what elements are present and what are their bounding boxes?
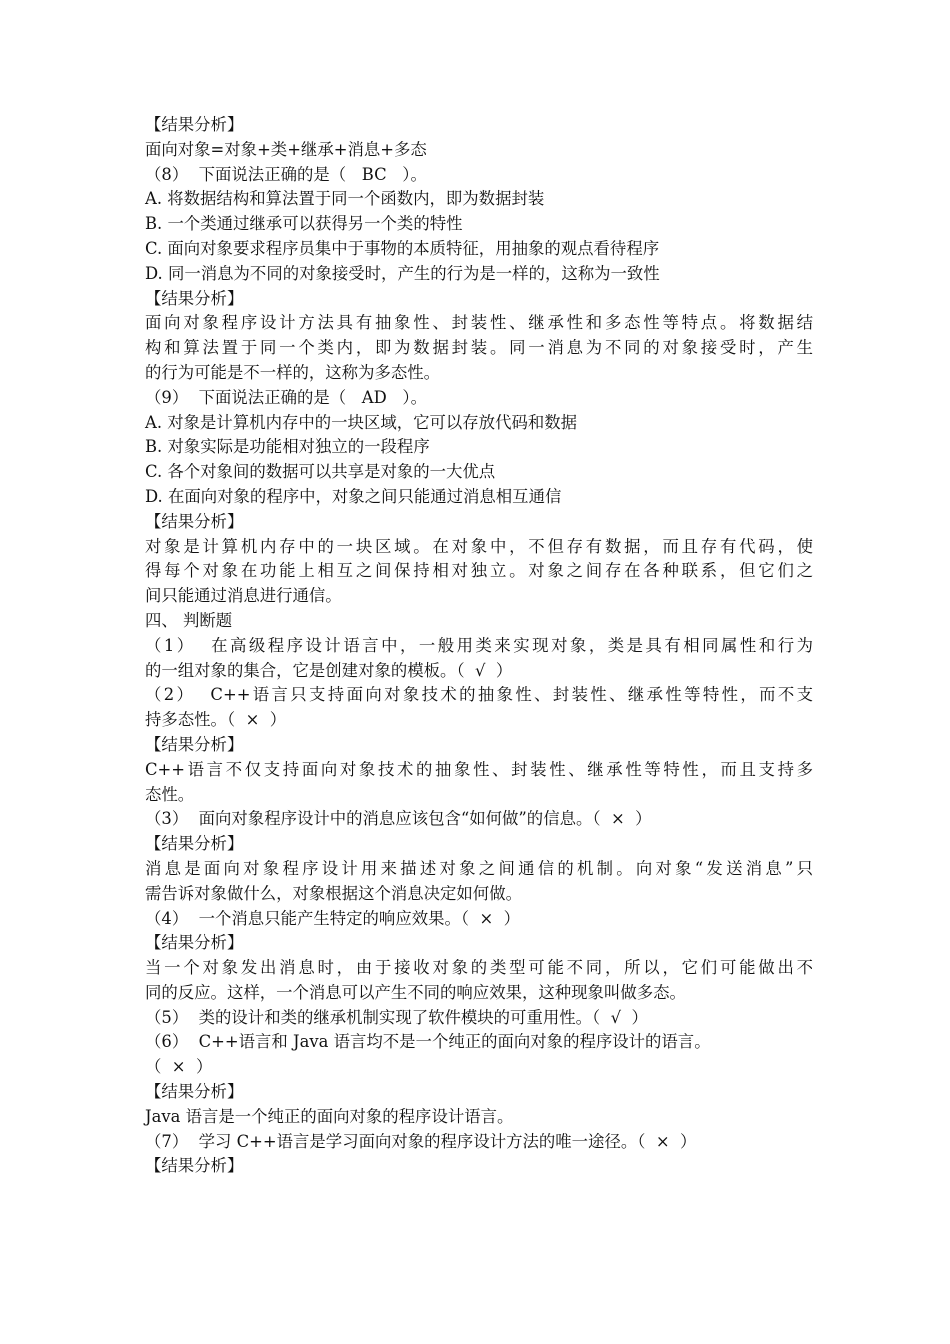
option-b: B. 对象实际是功能相对独立的一段程序 xyxy=(145,437,430,457)
analysis-text-line: 需告诉对象做什么，对象根据这个消息决定如何做。 xyxy=(145,883,522,903)
question-8: （8） 下面说法正确的是（ BC ）。 xyxy=(145,164,427,184)
section-heading-result-analysis: 【结果分析】 xyxy=(145,933,244,953)
option-b: B. 一个类通过继承可以获得另一个类的特性 xyxy=(145,214,463,234)
question-tf-4: （4） 一个消息只能产生特定的响应效果。（ × ） xyxy=(145,908,521,928)
analysis-text-line: 当一个对象发出消息时，由于接收对象的类型可能不同，所以，它们可能做出不 xyxy=(145,958,813,978)
analysis-text-line: 消息是面向对象程序设计用来描述对象之间通信的机制。向对象“发送消息”只 xyxy=(145,858,813,878)
analysis-text-line: 面向对象程序设计方法具有抽象性、封装性、继承性和多态性等特点。将数据结 xyxy=(145,313,813,333)
question-tf-6: （6） C++语言和 Java 语言均不是一个纯正的面向对象的程序设计的语言。 xyxy=(145,1032,711,1052)
option-a: A. 将数据结构和算法置于同一个函数内，即为数据封装 xyxy=(145,189,545,209)
option-a: A. 对象是计算机内存中的一块区域，它可以存放代码和数据 xyxy=(145,412,578,432)
option-c: C. 面向对象要求程序员集中于事物的本质特征，用抽象的观点看待程序 xyxy=(145,238,660,258)
analysis-text-line: 态性。 xyxy=(145,784,195,804)
section-heading-result-analysis: 【结果分析】 xyxy=(145,1156,244,1176)
question-tf-3: （3） 面向对象程序设计中的消息应该包含“如何做”的信息。（ × ） xyxy=(145,809,652,829)
analysis-text-line: 对象是计算机内存中的一块区域。在对象中，不但存有数据，而且存有代码，使 xyxy=(145,536,813,556)
question-tf-5: （5） 类的设计和类的继承机制实现了软件模块的可重用性。（ √ ） xyxy=(145,1007,648,1027)
question-tf-2-cont: 持多态性。（ × ） xyxy=(145,710,287,730)
section-heading-result-analysis: 【结果分析】 xyxy=(145,288,244,308)
analysis-text-line: 间只能通过消息进行通信。 xyxy=(145,586,342,606)
option-c: C. 各个对象间的数据可以共享是对象的一大优点 xyxy=(145,462,496,482)
question-tf-1: （1） 在高级程序设计语言中，一般用类来实现对象，类是具有相同属性和行为 xyxy=(145,635,813,655)
section-heading-result-analysis: 【结果分析】 xyxy=(145,1082,244,1102)
text-line: 面向对象=对象+类+继承+消息+多态 xyxy=(145,139,427,159)
analysis-text-line: 同的反应。这样，一个消息可以产生不同的响应效果，这种现象叫做多态。 xyxy=(145,982,686,1002)
section-heading-true-false: 四、 判断题 xyxy=(145,610,233,630)
section-heading-result-analysis: 【结果分析】 xyxy=(145,834,244,854)
question-tf-7: （7） 学习 C++语言是学习面向对象的程序设计方法的唯一途径。（ × ） xyxy=(145,1131,697,1151)
analysis-text-line: Java 语言是一个纯正的面向对象的程序设计语言。 xyxy=(145,1106,514,1126)
question-tf-2: （2） C++语言只支持面向对象技术的抽象性、封装性、继承性等特性，而不支 xyxy=(145,685,813,705)
document-body xyxy=(145,113,813,1179)
section-heading-result-analysis: 【结果分析】 xyxy=(145,511,244,531)
option-d: D. 在面向对象的程序中，对象之间只能通过消息相互通信 xyxy=(145,486,562,506)
analysis-text-line: 的行为可能是不一样的，这称为多态性。 xyxy=(145,362,441,382)
question-tf-6-cont: （ × ） xyxy=(145,1057,213,1077)
analysis-text-line: C++语言不仅支持面向对象技术的抽象性、封装性、继承性等特性，而且支持多 xyxy=(145,759,813,779)
question-tf-1-cont: 的一组对象的集合，它是创建对象的模板。（ √ ） xyxy=(145,660,513,680)
analysis-text-line: 得每个对象在功能上相互之间保持相对独立。对象之间存在各种联系，但它们之 xyxy=(145,561,813,581)
option-d: D. 同一消息为不同的对象接受时，产生的行为是一样的，这称为一致性 xyxy=(145,263,660,283)
section-heading-result-analysis: 【结果分析】 xyxy=(145,734,244,754)
analysis-text-line: 构和算法置于同一个类内，即为数据封装。同一消息为不同的对象接受时，产生 xyxy=(145,338,813,358)
question-9: （9） 下面说法正确的是（ AD ）。 xyxy=(145,387,427,407)
section-heading-result-analysis: 【结果分析】 xyxy=(145,115,244,134)
